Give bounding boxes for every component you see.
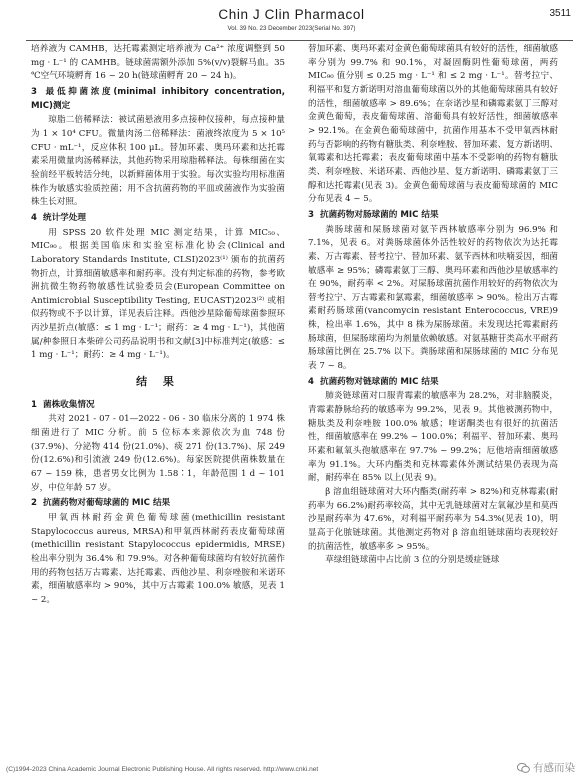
left-column	[31, 43, 285, 608]
section-title: 抗菌药物对链球菌的 MIC 结果	[319, 376, 439, 387]
section-heading	[31, 399, 285, 413]
section-heading	[31, 86, 285, 113]
section-number: 4	[31, 212, 37, 223]
watermark-text: 有感而染	[533, 762, 575, 774]
results-heading: 结 果	[136, 375, 180, 389]
journal-title: Chin J Clin Pharmacol	[218, 7, 365, 22]
section-title: 抗菌药物对肠球菌的 MIC 结果	[319, 209, 439, 220]
paragraph: 共对 2021 - 07 - 01—2022 - 06 - 30 临床分离的 1 974 株细菌进行了 MIC 分析。前 5 位标本来源依次为血 748 份(37.9%)、分泌物 414 份(21.0%)、痰 271 份(13.7%)、尿 249 份(12.6%)和引流液 249 份(12.6%)。每家医院提供菌株数量在 67 ~ 159 株，患者男女比例为 1.58∶1，年龄范围 1 d ~ 101 岁，中位年龄 57 岁。	[31, 414, 285, 493]
section-heading	[308, 376, 558, 390]
wechat-icon	[517, 763, 530, 773]
section-number: 3	[308, 209, 314, 220]
header-rule	[26, 40, 573, 41]
paragraph: 琼脂二倍稀释法：被试菌悬液用多点接种仪接种，每点接种量为 1 × 10⁴ CFU。微量肉汤二倍稀释法：菌液终浓度为 5 × 10⁵ CFU · mL⁻¹，反应体积 100 μL。替加环素、奥玛环素和达托霉素采用微量肉汤稀释法，其他药物采用琼脂稀释法。每株细菌在实验前经平板转活分纯，以新鲜菌体用于实验。每次实验均用标准菌株作为敏感实验质控菌；用不含抗菌药物的平皿或菌液作为实验菌株生长对照。	[31, 115, 285, 208]
section-heading	[31, 497, 285, 511]
section-number: 1	[31, 399, 37, 410]
page-number: 3511	[549, 8, 571, 19]
volume-line: Vol. 39 No. 23 December 2023(Serial No. 397)	[227, 25, 356, 32]
section-title: 抗菌药物对葡萄球菌的 MIC 结果	[42, 498, 171, 509]
watermark	[517, 760, 575, 775]
section-heading	[31, 212, 285, 226]
paragraph: 替加环素、奥玛环素对金黄色葡萄球菌具有较好的活性，细菌敏感率分别为 99.7% 和 90.1%，对凝固酶阴性葡萄球菌，两药 MIC₉₀ 值分别 ≤ 0.25 mg · L⁻¹ 和 ≤ 2 mg · L⁻¹。替考拉宁、利福平和复方新诺明对溶血葡萄球菌以外的其他葡萄球菌具有较好的活性，细菌敏感率 > 89.6%；在奈诺沙星和磷霉素氨丁三醇对金黄色葡萄，表皮葡萄球菌、溶葡萄具有较好活性，细菌敏感率 > 92.1%。在金黄色葡萄球菌中，抗菌作用基本不受甲氧西林耐药与否影响的药物有糖肽类、利奈唑胺、替加环素、复方新诺明、氧霉素和达托霉素；表皮葡萄球菌中基本不受影响的药物有糖肽类、利奈唑胺、米诺环素、西他沙星、复方新诺明、磷霉素氨丁三醇和达托霉素(见表 3)。金黄色葡萄球菌与表皮葡萄球菌的 MIC 分布见表 4 ~ 5。	[308, 44, 558, 205]
paragraph: 培养液为 CAMHB，达托霉素测定培养液为 Ca²⁺ 浓度调整到 50 mg · L⁻¹ 的 CAMHB。链球菌需额外添加 5%(v/v)裂解马血。35 ℃空气环境孵育 16 ~ 20 h(链球菌孵育 20 ~ 24 h)。	[31, 44, 285, 82]
section-number: 2	[31, 498, 37, 509]
section-number: 4	[308, 376, 314, 387]
section-title: 统计学处理	[42, 212, 86, 223]
section-heading	[308, 209, 558, 223]
paragraph: 草绿组链球菌中占比前 3 位的分别是缓症链球	[325, 555, 500, 566]
paragraph: 用 SPSS 20 软件处理 MIC 测定结果，计算 MIC₅₀、MIC₉₀。根据美国临床和实验室标准化协会(Clinical and Laboratory Standards Institute, CLSI)2023⁽¹⁾ 颁布的抗菌药物折点，计算细菌敏感率和耐药率。没有判定标准的药物，参考欧洲抗微生物药物敏感性试验委员会(European Committee on Antimicrobial Susceptibility Testing, EUCAST)2023⁽²⁾ 或相似药物或不予以计算，详见表后注释。西他沙星除葡萄球菌参照环丙沙星折点(敏感：≤ 1 mg · L⁻¹；耐药：≥ 4 mg · L⁻¹)，其他菌属/种参照日本柴碎公司药品说明书和文献[3]中标准判定(敏感：≤ 1 mg · L⁻¹；耐药：≥ 4 mg · L⁻¹)。	[31, 227, 285, 361]
paragraph: 肺炎链球菌对口服青霉素的敏感率为 28.2%，对非脑膜炎，青霉素静脉给药的敏感率为 99.2%，见表 9。其他被测药物中，糖肽类及利奈唑胺 100.0% 敏感；喹诺酮类也有很好的抗菌活性，细菌敏感率在 99.2% ~ 100.0%；利福平、替加环素、奥玛环素和氟氧头孢敏感率在 97.7% ~ 99.2%；厄他培南细菌敏感率为 91.1%。大环内酯类和克林霉素体外测试结果仍表现为高耐，耐药率在 85% 以上(见表 9)。	[308, 391, 558, 484]
section-number: 3	[31, 86, 37, 97]
right-column	[308, 43, 558, 568]
paragraph: 甲氧西林耐药金黄色葡萄球菌(methicillin resistant Stapylococcus aureus, MRSA)和甲氧西林耐药表皮葡萄球菌(methicillin resistant Stapylococcus epidermidis, MRSE)检出率分别为 36.4% 和 79.9%。对各种葡萄球菌均有较好抗菌作用的药物包括万古霉素、达托霉素、西他沙星、利奈唑胺和米诺环素，细菌敏感率均 > 90%，其中万古霉素 100.0% 敏感，见表 1 ~ 2。	[31, 513, 285, 605]
copyright-footer: (C)1994-2023 China Academic Journal Electronic Publishing House. All rights reserved. http://www.cnki.net	[6, 766, 319, 773]
running-header	[0, 4, 583, 38]
paragraph: β 溶血组链球菌对大环内酯类(耐药率 > 82%)和克林霉素(耐药率为 66.2%)耐药率较高，其中无乳链球菌对左氧氟沙星和莫西沙星耐药率为 47.6%，对利福平耐药率为 54.3%(见表 10)，明显高于化脓链球菌。其他测定药物对 β 溶血组链球菌均表现较好的抗菌活性，敏感率多 > 95%。	[308, 487, 558, 552]
section-title: 最低抑菌浓度(minimal inhibitory concentration, MIC)测定	[31, 86, 285, 111]
section-title: 菌株收集情况	[42, 399, 95, 410]
paragraph: 粪肠球菌和屎肠球菌对氨苄西林敏感率分别为 96.9% 和 7.1%，见表 6。对粪肠球菌体外活性较好的药物依次为达托霉素、万古霉素、替考拉宁、替加环素、氨苄西林和呋喃妥因，细菌敏感率 ≥ 95%；磷霉素氨丁三醇、奥玛环素和西他沙星敏感率约在 90%，耐药率 < 2%。对屎肠球菌抗菌作用较好的药物依次为替考拉宁、万古霉素和氯霉素，细菌敏感率 > 90%。检出万古霉素耐药肠球菌(vancomycin resistant Enterococcus, VRE)9 株，检出率 1.6%，其中 8 株为屎肠球菌。未发现达托霉素耐药肠球菌，但屎肠球菌均为剂量依赖敏感。对氨基糖苷类高水平耐药肠球菌比例在 25.7% 以下。粪肠球菌和屎肠球菌的 MIC 分布见表 7 ~ 8。	[308, 224, 558, 372]
